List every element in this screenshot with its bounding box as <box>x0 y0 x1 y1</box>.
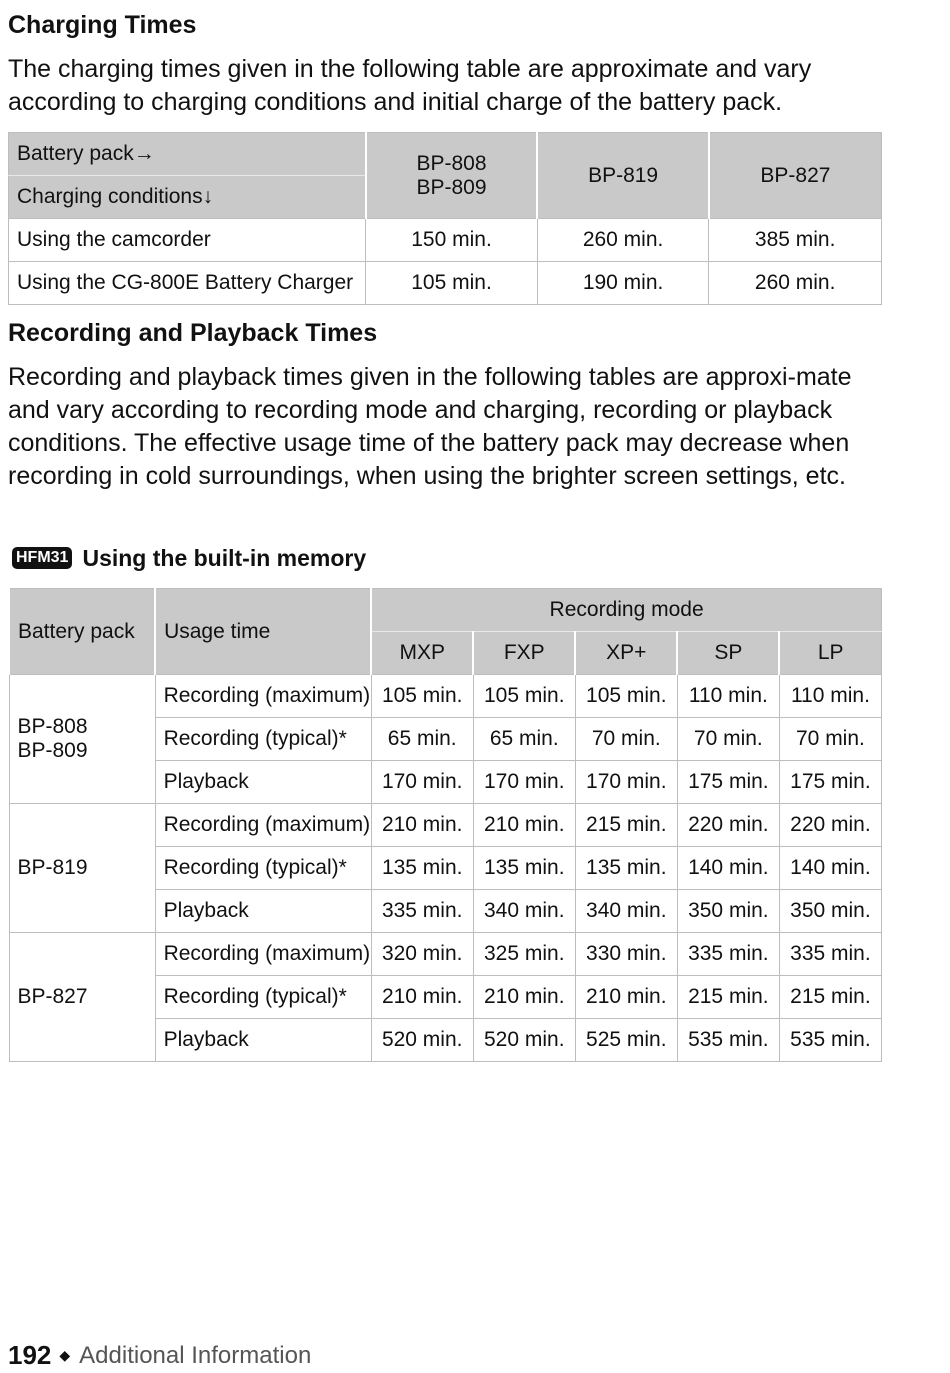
cell-value: 350 min. <box>779 890 881 933</box>
battery-cell: BP-827 <box>9 933 155 1062</box>
row-label: Using the CG-800E Battery Charger <box>9 262 366 305</box>
cell-value: 215 min. <box>779 976 881 1019</box>
header-mode-xp-plus: XP+ <box>575 632 677 675</box>
usage-label: Recording (typical)* <box>155 847 371 890</box>
charging-times-paragraph: The charging times given in the following table are approximate and vary according to charging conditions and initial charge of the battery pack. <box>8 55 812 116</box>
page-number: 192 <box>8 1340 52 1370</box>
cell-value: 65 min. <box>473 718 575 761</box>
cell-value: 105 min. <box>366 262 538 305</box>
header-mode-lp: LP <box>779 632 881 675</box>
cell-value: 70 min. <box>677 718 779 761</box>
recording-times-table <box>8 588 882 1062</box>
table-row <box>9 675 882 718</box>
diamond-icon: ◆ <box>59 1347 71 1363</box>
cell-value: 70 min. <box>779 718 881 761</box>
cell-value: 210 min. <box>575 976 677 1019</box>
recording-times-heading: Recording and Playback Times <box>8 319 378 347</box>
cell-value: 105 min. <box>473 675 575 718</box>
cell-value: 320 min. <box>371 933 473 976</box>
cell-value: 220 min. <box>677 804 779 847</box>
cell-value: 65 min. <box>371 718 473 761</box>
header-usage-time: Usage time <box>155 589 371 675</box>
cell-value: 105 min. <box>371 675 473 718</box>
usage-label: Recording (maximum) <box>155 933 371 976</box>
cell-value: 335 min. <box>677 933 779 976</box>
cell-value: 175 min. <box>677 761 779 804</box>
cell-value: 140 min. <box>677 847 779 890</box>
cell-value: 340 min. <box>575 890 677 933</box>
cell-value: 135 min. <box>473 847 575 890</box>
cell-value: 175 min. <box>779 761 881 804</box>
cell-value: 135 min. <box>575 847 677 890</box>
cell-value: 335 min. <box>371 890 473 933</box>
usage-label: Playback <box>155 1019 371 1062</box>
cell-value: 150 min. <box>366 219 538 262</box>
cell-value: 325 min. <box>473 933 575 976</box>
cell-value: 520 min. <box>473 1019 575 1062</box>
header-mode-sp: SP <box>677 632 779 675</box>
page-footer <box>8 1340 311 1371</box>
header-charging-conditions: Charging conditions↓ <box>9 176 366 219</box>
cell-value: 535 min. <box>677 1019 779 1062</box>
header-bp-827: BP-827 <box>709 133 882 219</box>
cell-value: 330 min. <box>575 933 677 976</box>
cell-value: 210 min. <box>473 804 575 847</box>
cell-value: 260 min. <box>537 219 709 262</box>
cell-value: 210 min. <box>371 804 473 847</box>
cell-value: 260 min. <box>709 262 882 305</box>
battery-cell: BP-808 BP-809 <box>9 675 155 804</box>
header-bp-819: BP-819 <box>537 133 709 219</box>
recording-times-paragraph: Recording and playback times given in the following tables are approxi-mate and vary according to recording mode and charging, recording or playback conditions. The effective usage time of the battery pack may decrease when recording in cold surroundings, when using the brighter screen settings, etc. <box>8 363 852 490</box>
cell-value: 190 min. <box>537 262 709 305</box>
header-recording-mode: Recording mode <box>371 589 881 632</box>
header-mode-mxp: MXP <box>371 632 473 675</box>
row-label: Using the camcorder <box>9 219 366 262</box>
cell-value: 170 min. <box>371 761 473 804</box>
usage-label: Playback <box>155 890 371 933</box>
cell-value: 110 min. <box>779 675 881 718</box>
cell-value: 535 min. <box>779 1019 881 1062</box>
cell-value: 105 min. <box>575 675 677 718</box>
cell-value: 70 min. <box>575 718 677 761</box>
cell-value: 215 min. <box>677 976 779 1019</box>
cell-value: 350 min. <box>677 890 779 933</box>
header-bp-808-809: BP-808 BP-809 <box>366 133 538 219</box>
header-battery-pack: Battery pack→ <box>9 133 366 176</box>
cell-value: 335 min. <box>779 933 881 976</box>
cell-value: 215 min. <box>575 804 677 847</box>
cell-value: 220 min. <box>779 804 881 847</box>
header-battery-pack: Battery pack <box>9 589 155 675</box>
charging-times-table <box>8 132 882 305</box>
cell-value: 170 min. <box>575 761 677 804</box>
usage-label: Recording (maximum) <box>155 675 371 718</box>
table-row <box>9 219 882 262</box>
subheading-text: Using the built-in memory <box>82 544 367 571</box>
table-row <box>9 933 882 976</box>
table-row <box>9 804 882 847</box>
usage-label: Recording (typical)* <box>155 718 371 761</box>
model-badge: HFM31 <box>12 547 72 569</box>
cell-value: 520 min. <box>371 1019 473 1062</box>
usage-label: Recording (typical)* <box>155 976 371 1019</box>
section-name: Additional Information <box>79 1341 312 1369</box>
cell-value: 210 min. <box>371 976 473 1019</box>
table-row <box>9 262 882 305</box>
cell-value: 385 min. <box>709 219 882 262</box>
cell-value: 135 min. <box>371 847 473 890</box>
cell-value: 140 min. <box>779 847 881 890</box>
built-in-memory-subheading <box>12 543 366 573</box>
cell-value: 340 min. <box>473 890 575 933</box>
cell-value: 525 min. <box>575 1019 677 1062</box>
cell-value: 210 min. <box>473 976 575 1019</box>
charging-times-heading: Charging Times <box>8 11 197 39</box>
usage-label: Playback <box>155 761 371 804</box>
battery-cell: BP-819 <box>9 804 155 933</box>
header-mode-fxp: FXP <box>473 632 575 675</box>
cell-value: 170 min. <box>473 761 575 804</box>
cell-value: 110 min. <box>677 675 779 718</box>
usage-label: Recording (maximum) <box>155 804 371 847</box>
